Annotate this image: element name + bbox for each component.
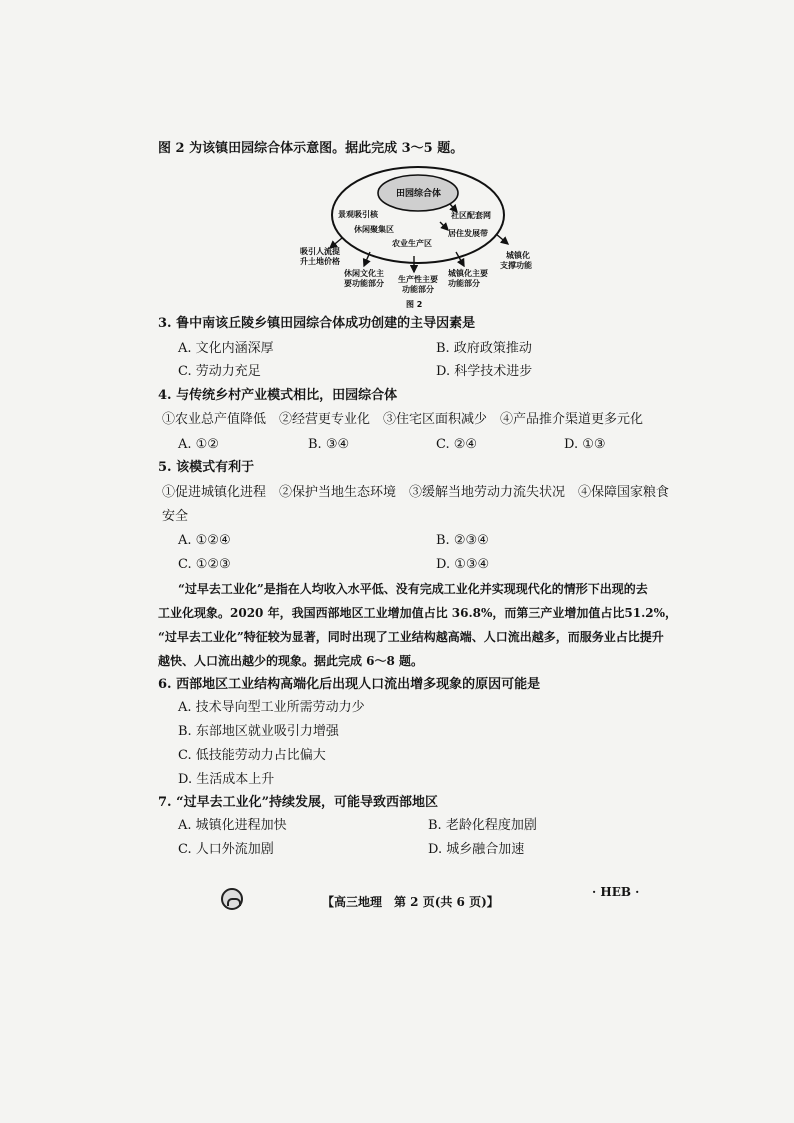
q3-option-b: B. 政府政策推动 [436, 341, 532, 356]
q3-stem: 3. 鲁中南该丘陵乡镇田园综合体成功创建的主导因素是 [158, 316, 476, 331]
q7-option-c: C. 人口外流加剧 [178, 842, 274, 857]
q5-stem: 5. 该模式有利于 [158, 460, 255, 475]
q4-option-d: D. ①③ [564, 437, 606, 452]
label-town-1: 城镇化主要 [448, 269, 488, 278]
q6-option-d: D. 生活成本上升 [178, 772, 275, 787]
q7-option-a: A. 城镇化进程加快 [178, 818, 287, 833]
footer-code: · HEB · [592, 885, 640, 899]
intro-text: 图 2 为该镇田园综合体示意图。据此完成 3～5 题。 [158, 141, 464, 156]
q7-stem: 7. “过早去工业化”持续发展，可能导致西部地区 [158, 795, 439, 810]
label-attract-1: 吸引人流提 [300, 247, 340, 256]
label-agri: 农业生产区 [392, 239, 432, 248]
q5-option-b: B. ②③④ [436, 533, 489, 548]
passage-line3: “过早去工业化”特征较为显著，同时出现了工业结构越高端、人口流出越多，而服务业占比提升 [158, 630, 664, 644]
arrow-urban [496, 234, 508, 244]
label-urban-2: 支撑功能 [500, 261, 532, 270]
publisher-logo-icon [221, 888, 243, 910]
q5-option-a: A. ①②④ [178, 533, 231, 548]
q3-option-c: C. 劳动力充足 [178, 364, 261, 379]
passage-line2: 工业化现象。2020 年，我国西部地区工业增加值占比 36.8%，而第三产业增加值占比51.2%， [158, 606, 678, 620]
q6-option-b: B. 东部地区就业吸引力增强 [178, 724, 339, 739]
q4-option-b: B. ③④ [308, 437, 350, 452]
label-scenic: 景观吸引核 [338, 210, 378, 219]
q4-option-c: C. ②④ [436, 437, 478, 452]
diagram-svg [300, 160, 540, 310]
label-leisure-1: 休闲文化主 [344, 269, 384, 278]
passage-line4: 越快、人口流出越少的现象。据此完成 6～8 题。 [158, 654, 424, 668]
label-attract-2: 升土地价格 [300, 257, 340, 266]
q5-option-c: C. ①②③ [178, 557, 231, 572]
q4-option-a: A. ①② [178, 437, 219, 452]
q3-option-d: D. 科学技术进步 [436, 364, 533, 379]
q6-stem: 6. 西部地区工业结构高端化后出现人口流出增多现象的原因可能是 [158, 677, 541, 692]
q5-items-line2: 安全 [162, 509, 189, 524]
q7-option-b: B. 老龄化程度加剧 [428, 818, 537, 833]
footer-page: 【高三地理 第 2 页(共 6 页)】 [322, 895, 499, 909]
label-leisure-2: 要功能部分 [344, 279, 384, 288]
label-center: 田园综合体 [396, 189, 442, 199]
arrow-town [456, 252, 464, 266]
q6-option-c: C. 低技能劳动力占比偏大 [178, 748, 326, 763]
arrow-residence [440, 222, 448, 230]
label-residence: 居住发展带 [448, 229, 488, 238]
q3-option-a: A. 文化内涵深厚 [178, 341, 274, 356]
label-town-2: 功能部分 [448, 279, 480, 288]
q7-option-d: D. 城乡融合加速 [428, 842, 525, 857]
q5-items-line1: ①促进城镇化进程 ②保护当地生态环境 ③缓解当地劳动力流失状况 ④保障国家粮食 [162, 485, 670, 500]
label-community: 社区配套网 [451, 211, 491, 220]
q6-option-a: A. 技术导向型工业所需劳动力少 [178, 700, 365, 715]
figure-caption: 图 2 [406, 300, 423, 309]
passage-line1: “过早去工业化”是指在人均收入水平低、没有完成工业化并实现现代化的情形下出现的去 [178, 582, 648, 596]
q4-stem: 4. 与传统乡村产业模式相比，田园综合体 [158, 388, 398, 403]
figure-2-diagram [300, 160, 540, 310]
q4-items: ①农业总产值降低 ②经营更专业化 ③住宅区面积减少 ④产品推介渠道更多元化 [162, 412, 644, 427]
label-prod-1: 生产性主要 [398, 275, 438, 284]
label-urban-1: 城镇化 [506, 251, 530, 260]
q5-option-d: D. ①③④ [436, 557, 490, 572]
label-leisure-area: 休闲聚集区 [354, 225, 394, 234]
label-prod-2: 功能部分 [402, 285, 434, 294]
